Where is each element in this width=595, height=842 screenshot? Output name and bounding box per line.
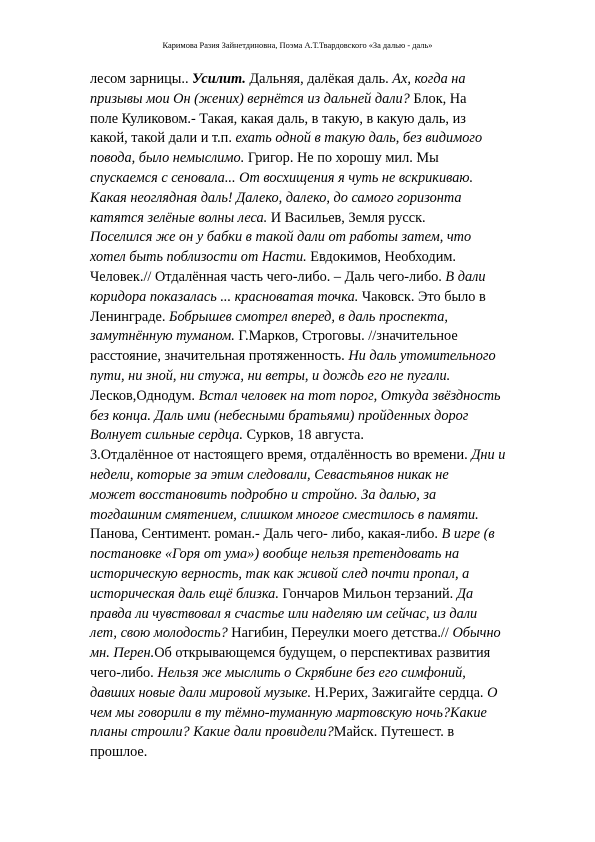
text-segment: чем мы говорили в ту тёмно-туманную мартовскую ночь?Какие xyxy=(90,704,487,721)
text-segment: историческая даль ещё близка. xyxy=(90,585,279,602)
text-segment: коридора показалась ... красноватая точка. xyxy=(90,288,359,305)
text-line xyxy=(90,605,538,625)
text-line xyxy=(90,110,538,130)
text-segment: без конца. Даль ими (небесными братьями) пройденных дорог xyxy=(90,407,469,424)
text-segment: Евдокимов, Необходим. xyxy=(306,249,456,266)
text-line xyxy=(90,228,538,248)
text-segment: В дали xyxy=(445,268,486,285)
text-line xyxy=(90,347,538,367)
text-line xyxy=(90,743,538,763)
text-segment: Волнует сильные сердца. xyxy=(90,427,243,444)
text-line xyxy=(90,367,538,387)
text-line xyxy=(90,149,538,169)
text-line xyxy=(90,506,538,526)
text-segment: Майск. Путешест. в xyxy=(333,724,455,741)
text-segment: Дни и xyxy=(471,447,506,464)
text-segment: поле Куликовом.- Такая, какая даль, в такую, в какую даль, из xyxy=(90,110,466,127)
text-segment: пути, ни зной, ни стужа, ни ветры, и дождь его не пугали. xyxy=(90,367,451,384)
text-segment: Бобрышев смотрел вперед, в даль проспекта, xyxy=(169,308,448,325)
text-segment: лесом зарницы.. xyxy=(90,71,193,87)
text-line xyxy=(90,70,538,90)
text-line xyxy=(90,545,538,565)
text-line xyxy=(90,664,538,684)
text-segment: О xyxy=(487,684,498,701)
text-segment: Чаковск. Это было в xyxy=(358,288,486,305)
text-segment: Дальняя, далёкая даль. xyxy=(245,71,393,87)
text-segment: Поселился же он у бабки в такой дали от работы затем, что xyxy=(90,229,472,246)
text-line xyxy=(90,288,538,308)
document-body xyxy=(90,70,538,763)
text-line xyxy=(90,169,538,189)
text-line xyxy=(90,723,538,743)
text-line xyxy=(90,684,538,704)
text-segment: хотел быть поблизости от Насти. xyxy=(90,249,307,266)
text-line xyxy=(90,308,538,328)
text-segment: какой, такой дали и т.п. xyxy=(90,130,236,147)
text-segment: Лесков,Однодум. xyxy=(90,387,199,404)
text-segment: Какая неоглядная даль! Далеко, далеко, до самого горизонта xyxy=(90,189,462,206)
text-line xyxy=(90,446,538,466)
text-segment: тогдашним смятением, слишком многое сместилось в памяти. xyxy=(90,506,479,523)
text-line xyxy=(90,585,538,605)
text-segment: Григор. Не по хорошу мил. Мы xyxy=(244,150,439,167)
text-line xyxy=(90,565,538,585)
text-segment: постановке «Горя от ума») вообще нельзя претендовать на xyxy=(90,546,460,563)
text-line xyxy=(90,90,538,110)
text-segment: Ленинграде. xyxy=(90,308,170,325)
text-segment: давших новые дали мировой музыке. xyxy=(90,684,312,701)
text-segment: Обычно xyxy=(452,625,501,642)
text-segment: расстояние, значительная протяженность. xyxy=(90,348,349,365)
text-line xyxy=(90,129,538,149)
text-segment: прошлое. xyxy=(90,744,148,761)
text-segment: планы строили? Какие дали провидели? xyxy=(90,724,334,741)
text-line xyxy=(90,189,538,209)
text-segment: правда ли чувствовал я счастье или наделяю им сейчас, из дали xyxy=(90,605,478,622)
text-segment: Нагибин, Переулки моего детства.// xyxy=(227,625,453,642)
text-line xyxy=(90,466,538,486)
text-segment: Нельзя же мыслить о Скрябине без его симфоний, xyxy=(157,664,466,681)
text-segment: Встал человек на тот порог, Откуда звёздность xyxy=(198,387,501,404)
text-line xyxy=(90,525,538,545)
text-segment: замутнённую туманом. xyxy=(90,328,235,345)
text-line xyxy=(90,407,538,427)
text-segment: недели, которые за этим следовали, Севастьянов никак не xyxy=(90,466,449,483)
text-segment: ехать одной в такую даль, без видимого xyxy=(235,130,483,147)
text-segment: Блок, На xyxy=(409,90,467,107)
text-segment: Ни даль утомительного xyxy=(348,348,496,365)
text-line xyxy=(90,704,538,724)
text-segment: 3.Отдалённое от настоящего время, отдалённость во времени. xyxy=(90,447,472,464)
text-segment: повода, было немыслимо. xyxy=(90,150,245,167)
text-line xyxy=(90,387,538,407)
text-segment: историческую верность, так как живой след почти пропал, а xyxy=(90,565,470,582)
text-segment: призывы мои Он (жених) вернётся из дальней дали? xyxy=(90,90,410,107)
text-segment: катятся зелёные волны леса. xyxy=(90,209,268,226)
text-line xyxy=(90,644,538,664)
page-header: Каримова Разия Зайнетдиновна, Поэма А.Т.Твардовского «За далью - даль» xyxy=(162,41,433,50)
text-segment: Г.Марков, Строговы. //значительное xyxy=(234,328,458,345)
text-line xyxy=(90,209,538,229)
text-segment: может восстановить подробно и стройно. За далью, за xyxy=(90,486,437,503)
text-segment: лет, свою молодость? xyxy=(90,625,228,642)
text-segment: Ах, когда на xyxy=(392,71,466,87)
text-segment: Гончаров Мильон терзаний. xyxy=(278,585,457,602)
text-segment: Усилит. xyxy=(192,71,246,87)
text-line xyxy=(90,248,538,268)
text-segment: спускаемся с сеновала... От восхищения я чуть не вскрикиваю. xyxy=(90,169,474,186)
text-segment: Да xyxy=(456,585,474,602)
text-line xyxy=(90,486,538,506)
text-segment: Сурков, 18 августа. xyxy=(242,427,364,444)
text-segment: И Васильев, Земля русск. xyxy=(267,209,426,226)
text-segment: Н.Рерих, Зажигайте сердца. xyxy=(311,684,488,701)
text-segment: Человек.// Отдалённая часть чего-либо. – Даль чего-либо. xyxy=(90,268,446,285)
text-line xyxy=(90,327,538,347)
text-segment: чего-либо. xyxy=(90,664,158,681)
text-line xyxy=(90,624,538,644)
text-segment: В игре (в xyxy=(441,526,495,543)
text-segment: Панова, Сентимент. роман.- Даль чего- либо, какая-либо. xyxy=(90,526,442,543)
text-line xyxy=(90,426,538,446)
text-line xyxy=(90,268,538,288)
text-segment: Об открывающемся будущем, о перспективах развития xyxy=(154,645,491,662)
text-segment: мн. Перен. xyxy=(90,645,155,662)
